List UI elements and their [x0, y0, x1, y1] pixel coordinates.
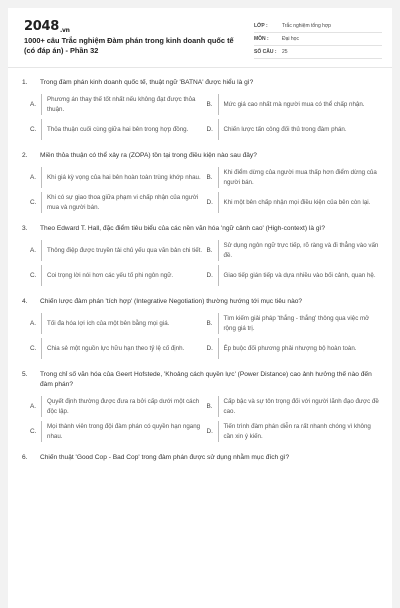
option-letter: A. — [30, 101, 37, 108]
info-label: SỐ CÂU : — [254, 49, 277, 55]
question-item — [8, 78, 392, 140]
question-text — [8, 151, 392, 161]
page-header — [8, 8, 392, 66]
answer-option[interactable] — [207, 94, 381, 115]
option-text: Khi giá kỳ vọng của hai bên hoàn toàn trùng khớp nhau. — [41, 167, 204, 188]
answer-options — [8, 313, 392, 359]
info-label: LỚP : — [254, 23, 268, 29]
question-number: 1. — [22, 79, 28, 86]
answer-option[interactable] — [30, 338, 204, 359]
answer-option[interactable] — [207, 396, 381, 417]
option-letter: B. — [206, 247, 213, 254]
option-letter: C. — [30, 345, 37, 352]
option-row — [30, 396, 380, 417]
option-letter: C. — [30, 428, 37, 435]
option-letter: D. — [206, 428, 213, 435]
option-row — [30, 313, 380, 334]
answer-option[interactable] — [30, 240, 204, 261]
option-letter: B. — [206, 101, 213, 108]
question-body: Trong đàm phán kinh doanh quốc tế, thuật ngữ 'BATNA' được hiểu là gì? — [40, 79, 254, 86]
question-item — [8, 453, 392, 463]
option-letter: C. — [30, 272, 37, 279]
option-letter: B. — [206, 403, 213, 410]
option-letter: C. — [30, 199, 37, 206]
question-text — [8, 78, 392, 88]
option-row — [30, 265, 380, 286]
question-body: Chiến lược đàm phán 'tích hợp' (Integrative Negotiation) thường hướng tới mục tiêu nào? — [40, 298, 303, 305]
option-letter: D. — [206, 126, 213, 133]
answer-options — [8, 396, 392, 442]
option-text: Khi một bên chấp nhận mọi điều kiện của bên còn lại. — [218, 192, 381, 213]
question-number: 6. — [22, 454, 28, 461]
option-row — [30, 167, 380, 188]
option-text: Thông điệp được truyền tải chủ yếu qua văn bản chi tiết. — [41, 240, 204, 261]
option-letter: A. — [30, 174, 37, 181]
info-row-class — [254, 20, 382, 33]
question-text — [8, 453, 392, 463]
answer-options — [8, 167, 392, 213]
question-text — [8, 370, 392, 390]
answer-option[interactable] — [207, 167, 381, 188]
option-row — [30, 421, 380, 442]
answer-option[interactable] — [30, 396, 204, 417]
option-text: Tối đa hóa lợi ích của một bên bằng mọi giá. — [41, 313, 204, 334]
option-text: Thỏa thuận cuối cùng giữa hai bên trong hợp đồng. — [41, 119, 204, 140]
option-text: Ép buộc đối phương phải nhượng bộ hoàn toàn. — [218, 338, 381, 359]
info-value: Trắc nghiệm tổng hợp — [282, 23, 331, 29]
option-letter: B. — [206, 320, 213, 327]
question-text — [8, 297, 392, 307]
option-row — [30, 240, 380, 261]
question-item — [8, 297, 392, 359]
option-row — [30, 338, 380, 359]
answer-options — [8, 240, 392, 286]
option-text: Mức giá cao nhất mà người mua có thể chấp nhận. — [218, 94, 381, 115]
question-body: Theo Edward T. Hall, đặc điểm tiêu biểu của các nền văn hóa 'ngữ cảnh cao' (High-context) là gì? — [40, 225, 326, 232]
page-title: 1000+ câu Trắc nghiệm Đàm phán trong kinh doanh quốc tế (có đáp án) - Phần 32 — [24, 36, 234, 55]
option-letter: A. — [30, 403, 37, 410]
answer-option[interactable] — [30, 265, 204, 286]
option-text: Giao tiếp gián tiếp và dựa nhiều vào bối cảnh, quan hệ. — [218, 265, 381, 286]
question-number: 3. — [22, 225, 28, 232]
answer-options — [8, 94, 392, 140]
info-row-subject — [254, 33, 382, 46]
option-letter: A. — [30, 320, 37, 327]
option-letter: D. — [206, 345, 213, 352]
question-item — [8, 370, 392, 442]
site-logo[interactable]: 2048.vn — [24, 19, 70, 34]
option-text: Tiến trình đàm phán diễn ra rất nhanh chóng vì không cần xin ý kiến. — [218, 421, 381, 442]
option-text: Khi điểm dừng của người mua thấp hơn điểm dừng của người bán. — [218, 167, 381, 188]
option-text: Khi có sự giao thoa giữa phạm vi chấp nhận của người mua và người bán. — [41, 192, 204, 213]
option-row — [30, 94, 380, 115]
answer-option[interactable] — [207, 119, 381, 140]
question-body: Trong chỉ số văn hóa của Geert Hofstede, 'Khoảng cách quyền lực' (Power Distance) cao ảnh hưởng thế nào đến đàm phán? — [40, 371, 372, 388]
info-value: Đại học — [282, 36, 299, 42]
question-item — [8, 224, 392, 286]
answer-option[interactable] — [207, 265, 381, 286]
option-text: Coi trọng lời nói hơn các yếu tố phi ngôn ngữ. — [41, 265, 204, 286]
option-letter: A. — [30, 247, 37, 254]
option-letter: D. — [206, 199, 213, 206]
question-number: 4. — [22, 298, 28, 305]
answer-option[interactable] — [207, 192, 381, 213]
option-letter: B. — [206, 174, 213, 181]
question-text — [8, 224, 392, 234]
question-list — [8, 78, 392, 474]
answer-option[interactable] — [207, 240, 381, 261]
option-text: Cấp bậc và sự tôn trọng đối với người lãnh đạo được đề cao. — [218, 396, 381, 417]
info-label: MÔN : — [254, 36, 269, 42]
answer-option[interactable] — [30, 313, 204, 334]
answer-option[interactable] — [30, 192, 204, 213]
option-row — [30, 119, 380, 140]
option-row — [30, 192, 380, 213]
question-item — [8, 151, 392, 213]
option-text: Sử dụng ngôn ngữ trực tiếp, rõ ràng và đi thẳng vào vấn đề. — [218, 240, 381, 261]
answer-option[interactable] — [30, 119, 204, 140]
option-text: Tìm kiếm giải pháp 'thắng - thắng' thông qua việc mở rộng giá trị. — [218, 313, 381, 334]
answer-option[interactable] — [207, 313, 381, 334]
question-body: Miền thỏa thuận có thể xảy ra (ZOPA) tồn tại trong điều kiện nào sau đây? — [40, 152, 257, 159]
quiz-info-table — [254, 20, 382, 59]
info-row-count — [254, 46, 382, 59]
answer-option[interactable] — [30, 167, 204, 188]
question-number: 5. — [22, 371, 28, 378]
quiz-page — [8, 8, 392, 608]
answer-option[interactable] — [207, 338, 381, 359]
info-value: 25 — [282, 49, 288, 55]
option-letter: D. — [206, 272, 213, 279]
option-text: Mọi thành viên trong đội đàm phán có quyền hạn ngang nhau. — [41, 421, 204, 442]
answer-option[interactable] — [30, 421, 204, 442]
question-number: 2. — [22, 152, 28, 159]
header-divider — [8, 67, 392, 68]
question-body: Chiến thuật 'Good Cop - Bad Cop' trong đàm phán được sử dụng nhằm mục đích gì? — [40, 454, 290, 461]
option-text: Quyết định thường được đưa ra bởi cấp dưới một cách độc lập. — [41, 396, 204, 417]
option-text: Phương án thay thế tốt nhất nếu không đạt được thỏa thuận. — [41, 94, 204, 115]
answer-option[interactable] — [207, 421, 381, 442]
option-letter: C. — [30, 126, 37, 133]
option-text: Chia sẻ một nguồn lực hữu hạn theo tỷ lệ cố định. — [41, 338, 204, 359]
option-text: Chiến lược tấn công đối thủ trong đàm phán. — [218, 119, 381, 140]
answer-option[interactable] — [30, 94, 204, 115]
